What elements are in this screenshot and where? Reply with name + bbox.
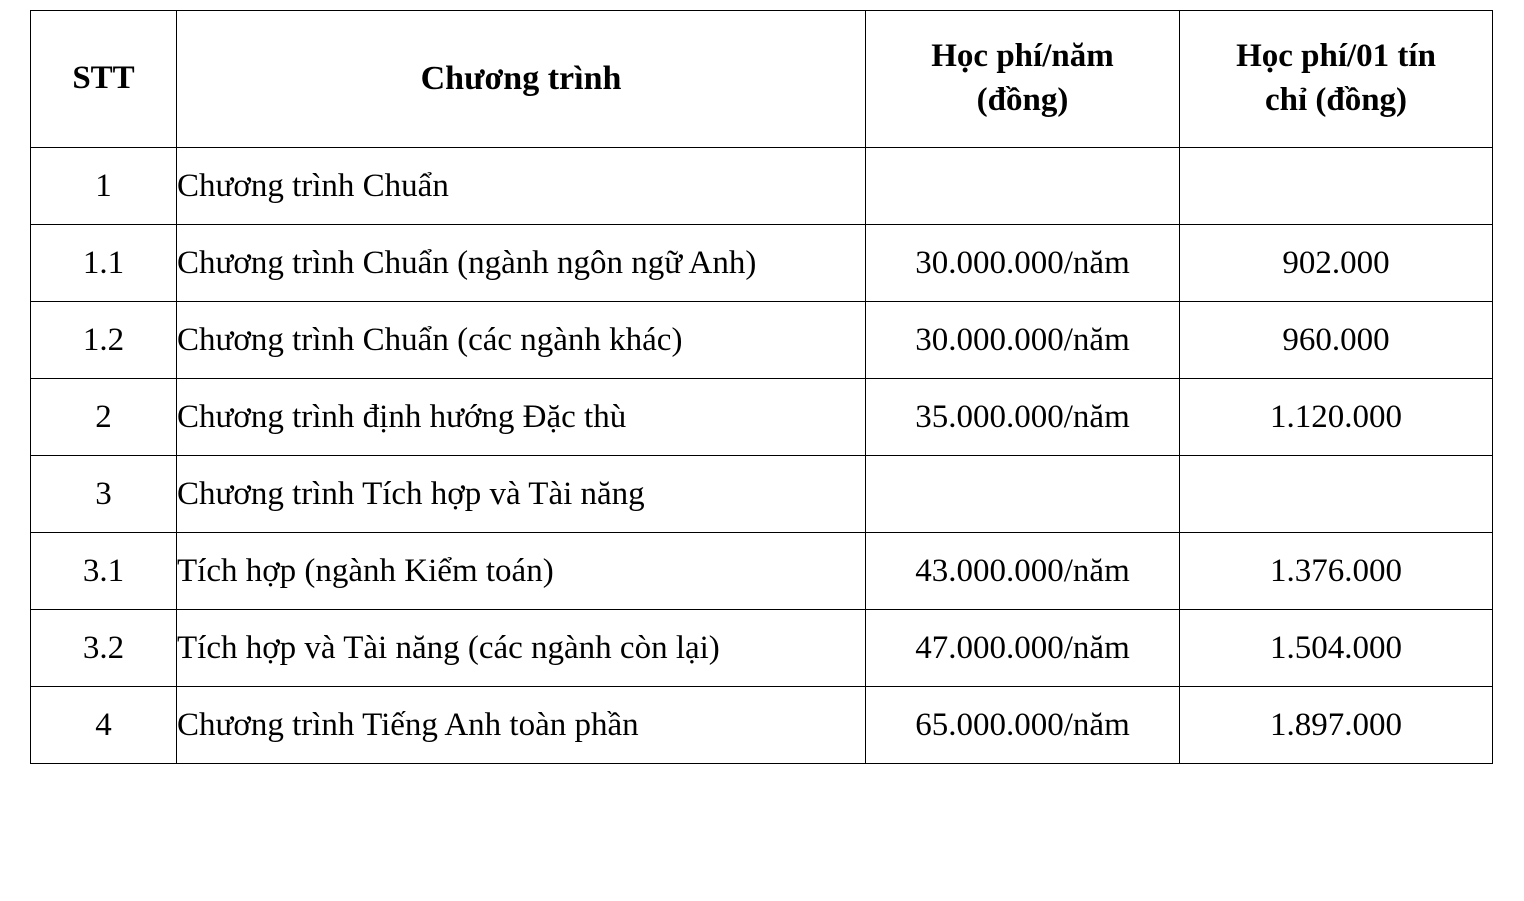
cell-program: Chương trình Chuẩn (ngành ngôn ngữ Anh) — [177, 225, 866, 302]
tuition-fee-table — [30, 10, 1493, 764]
cell-program: Chương trình Tích hợp và Tài năng — [177, 456, 866, 533]
cell-fee-credit: 1.120.000 — [1180, 379, 1493, 456]
cell-fee-year — [866, 148, 1180, 225]
cell-fee-credit — [1180, 456, 1493, 533]
column-header-stt: STT — [31, 11, 177, 148]
cell-program: Tích hợp (ngành Kiểm toán) — [177, 533, 866, 610]
cell-fee-year: 43.000.000/năm — [866, 533, 1180, 610]
cell-stt: 3 — [31, 456, 177, 533]
cell-fee-year — [866, 456, 1180, 533]
cell-stt: 2 — [31, 379, 177, 456]
table-row — [31, 148, 1493, 225]
cell-stt: 1 — [31, 148, 177, 225]
cell-fee-year: 30.000.000/năm — [866, 225, 1180, 302]
table-header — [31, 11, 1493, 148]
column-header-fee-year — [866, 11, 1180, 148]
cell-fee-credit: 902.000 — [1180, 225, 1493, 302]
table-row — [31, 379, 1493, 456]
table-row — [31, 302, 1493, 379]
table-row — [31, 687, 1493, 764]
header-row — [31, 11, 1493, 148]
cell-program: Chương trình Tiếng Anh toàn phần — [177, 687, 866, 764]
cell-fee-credit: 1.504.000 — [1180, 610, 1493, 687]
cell-program: Chương trình Chuẩn — [177, 148, 866, 225]
table-row — [31, 456, 1493, 533]
cell-fee-credit: 1.897.000 — [1180, 687, 1493, 764]
column-header-fee-year-line2: (đồng) — [976, 82, 1069, 118]
cell-fee-credit: 960.000 — [1180, 302, 1493, 379]
cell-stt: 4 — [31, 687, 177, 764]
column-header-program: Chương trình — [177, 11, 866, 148]
cell-fee-year: 30.000.000/năm — [866, 302, 1180, 379]
column-header-fee-credit-line2: chỉ (đồng) — [1264, 82, 1408, 118]
cell-program: Tích hợp và Tài năng (các ngành còn lại) — [177, 610, 866, 687]
table-row — [31, 225, 1493, 302]
table-body — [31, 148, 1493, 764]
cell-fee-year: 65.000.000/năm — [866, 687, 1180, 764]
column-header-fee-credit-line1: Học phí/01 tín — [1236, 38, 1436, 75]
cell-fee-year: 35.000.000/năm — [866, 379, 1180, 456]
cell-fee-year: 47.000.000/năm — [866, 610, 1180, 687]
cell-stt: 1.1 — [31, 225, 177, 302]
cell-stt: 1.2 — [31, 302, 177, 379]
cell-fee-credit — [1180, 148, 1493, 225]
cell-stt: 3.2 — [31, 610, 177, 687]
cell-program: Chương trình định hướng Đặc thù — [177, 379, 866, 456]
cell-stt: 3.1 — [31, 533, 177, 610]
table-row — [31, 533, 1493, 610]
column-header-fee-credit — [1180, 11, 1493, 148]
column-header-fee-year-line1: Học phí/năm — [931, 38, 1114, 75]
table-row — [31, 610, 1493, 687]
cell-fee-credit: 1.376.000 — [1180, 533, 1493, 610]
cell-program: Chương trình Chuẩn (các ngành khác) — [177, 302, 866, 379]
